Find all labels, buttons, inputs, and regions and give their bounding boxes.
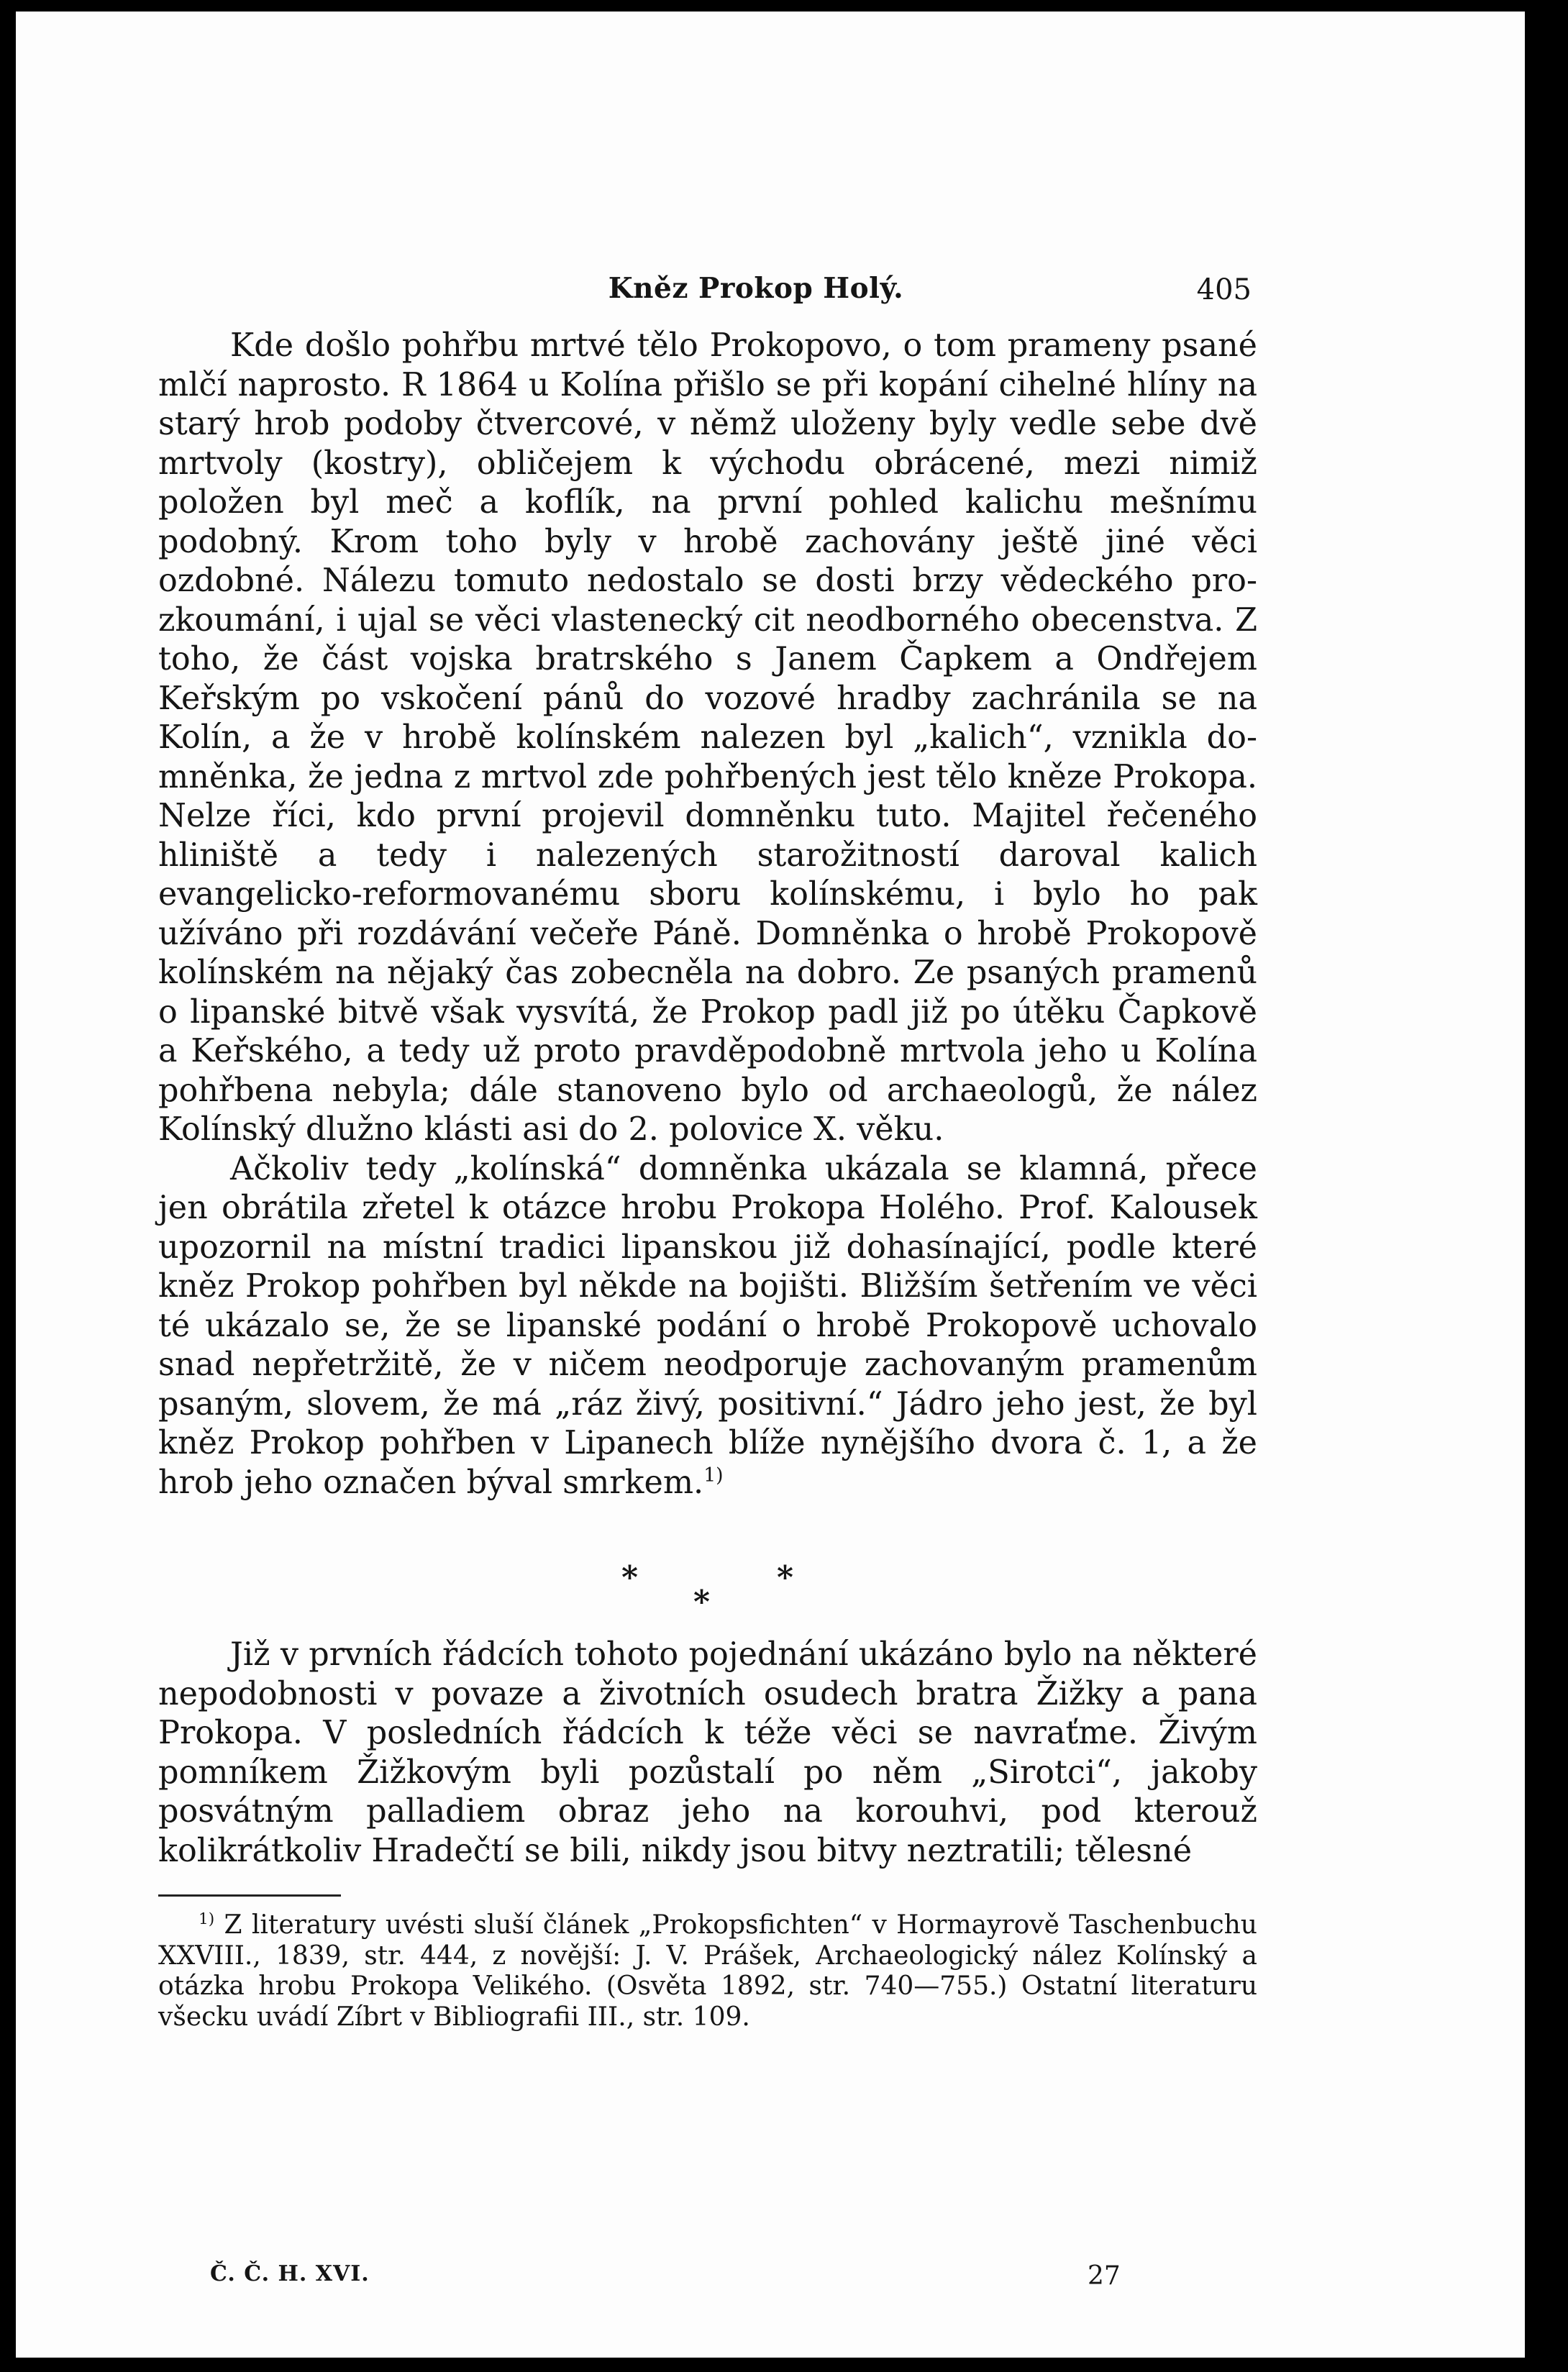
footnote-divider [158, 1894, 341, 1897]
footnote-text: Z literatury uvésti sluší článek „Prokopsfichten“ v Hormayrově Taschenbuchu XXVIII., 1839, str. 444, z novější: J. V. Prášek, Archaeologický nález Kolínský a otázka hrobu Prokopa Velikého. (Osvěta 1892, str. 740—755.) Ostatní literaturu všecku uvádí Zíbrt v Bibliografii III., str. 109. [158, 1910, 1257, 2032]
footnote [158, 1910, 1257, 2033]
section-divider [16, 1559, 1525, 1624]
page-header [16, 272, 1525, 308]
asterisk-icon: * [693, 1584, 711, 1620]
printer-signature: Č. Č. H. XVI. [210, 2261, 370, 2286]
paragraph [158, 327, 1257, 1150]
main-text [158, 327, 1257, 1502]
footnote-marker: 1) [199, 1910, 215, 1928]
paragraph-text: Kde došlo pohřbu mrtvé tělo Prokopovo, o tom prameny psané mlčí naprosto. R 1864 u Kolína přišlo se při kopání cihelné hlíny na starý hrob podoby čtvercové, v němž uloženy byly vedle sebe dvě mrtvoly (kostry), obličejem k východu obrácené, mezi nimiž položen byl meč a koflík, na první pohled kalichu mešnímu podobný. Krom toho byly v hrobě zachovány ještě jiné věci ozdobné. Nálezu tomuto nedostalo se dosti brzy vědeckého prozkoumání, i ujal se věci vlastenecký cit neodborného obecenstva. Z toho, že část vojska bratrského s Janem Čapkem a Ondřejem Keřským po vskočení pánů do vozové hradby zachránila se na Kolín, a že v hrobě kolínském nalezen byl „kalich“, vznikla domněnka, že jedna z mrtvol zde pohřbených jest tělo kněze Prokopa. Nelze říci, kdo první projevil domněnku tuto. Majitel řečeného hliniště a tedy i nalezených starožitností daroval kalich evangelicko-reformovanému sboru kolínskému, i bylo ho pak užíváno při rozdávání večeře Páně. Domněnka o hrobě Prokopově kolínském na nějaký čas zobecněla na dobro. Ze psaných pramenů o lipanské bitvě však vysvítá, že Prokop padl již po útěku Čapkově a Keřského, a tedy už proto pravděpodobně mrtvola jeho u Kolína pohřbena nebyla; dále stanoveno bylo od archaeologů, že nález Kolínský dlužno klásti asi do 2. polovice X. věku. [158, 327, 1257, 1148]
section-text [158, 1636, 1257, 1871]
running-title: Kněz Prokop Holý. [608, 272, 904, 305]
book-page [16, 12, 1525, 2358]
footnote-paragraph [158, 1910, 1257, 2033]
page-number: 405 [1196, 273, 1252, 306]
paragraph [158, 1150, 1257, 1503]
asterisk-icon: * [777, 1559, 794, 1596]
sheet-number: 27 [1088, 2261, 1121, 2291]
asterisk-icon: * [621, 1559, 639, 1596]
paragraph-text: Ačkoliv tedy „kolínská“ domněnka ukázala se klamná, přece jen obrátila zřetel k otázce hrobu Prokopa Holého. Prof. Kalousek upozornil na místní tradici lipanskou již dohasínající, podle které kněz Prokop pohřben byl někde na bojišti. Bližším šetřením ve věci té ukázalo se, že se lipanské podání o hrobě Prokopově uchovalo snad nepřetržitě, že v ničem neodporuje zachovaným pramenům psaným, slovem, že má „ráz živý, positivní.“ Jádro jeho jest, že byl kněz Prokop pohřben v Lipanech blíže nynějšího dvora č. 1, a že hrob jeho označen býval smrkem. [158, 1150, 1257, 1501]
footnote-reference: 1) [703, 1464, 724, 1487]
paragraph: Již v prvních řádcích tohoto pojednání ukázáno bylo na některé nepodobnosti v povaze a životních osudech bratra Žižky a pana Prokopa. V posledních řádcích k téže věci se navraťme. Živým pomníkem Žižkovým byli pozůstalí po něm „Sirotci“, jakoby posvátným palladiem obraz jeho na korouhvi, pod kterouž kolikrátkoliv Hradečtí se bili, nikdy jsou bitvy neztratili; tělesné [158, 1636, 1257, 1869]
